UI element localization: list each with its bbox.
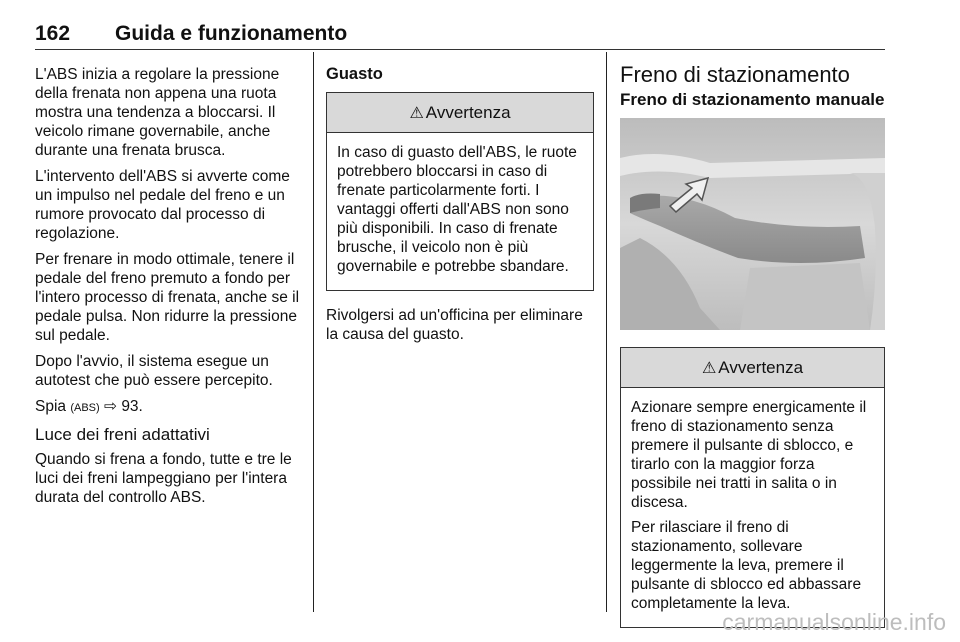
page-ref-arrow-icon: ⇨ [104,398,117,415]
warning-title-text: Avvertenza [425,103,511,122]
spia-reference [35,397,300,418]
column-guasto [326,65,594,351]
chapter-title: Guida e funzionamento [115,22,348,45]
warning-text-freno-1: Azionare sempre energicamente il freno di stazionamento senza premere il pulsante di sblocco, e tirarlo con la maggior forza possibile nei tratti in salita o in discesa. [631,399,867,511]
warning-text-freno-2: Per rilasciare il freno di stazionamento, sollevare leggermente la leva, premere il pulsante di sblocco ed abbassare completamente la leva. [631,519,862,612]
abs-warning-light-icon: (ABS) [70,402,100,414]
abs-paragraph-4: Dopo l'avvio, il sistema esegue un autotest che può essere percepito. [35,353,273,389]
abs-paragraph-1: L'ABS inizia a regolare la pressione della frenata non appena una ruota mostra una tendenza a bloccarsi. Il veicolo rimane governabile, anche durante una frenata brusca. [35,66,280,159]
heading-freno-stazionamento: Freno di stazionamento [620,62,850,87]
warning-box-title [327,93,593,133]
warning-triangle-icon: ⚠ [701,360,717,377]
spia-label: Spia [35,398,67,415]
column-abs [35,65,300,514]
column-divider-2 [606,52,607,612]
luce-freni-text: Quando si frena a fondo, tutte e tre le luci dei freni lampeggiano per l'intera durata del controllo ABS. [35,451,292,506]
warning-box-title-freno [621,348,884,388]
spia-page-ref[interactable]: 93. [121,398,143,415]
page-number: 162 [35,22,71,45]
abs-paragraph-3: Per frenare in modo ottimale, tenere il pedale del freno premuto a fondo per l'intero processo di frenata, anche se il pedale pulsa. Non ridurre la pressione sul pedale. [35,251,300,344]
column-divider-1 [313,52,314,612]
heading-guasto: Guasto [326,65,383,83]
parking-brake-lever-photo [620,118,885,330]
warning-box-body [327,133,593,290]
warning-text-guasto: In caso di guasto dell'ABS, le ruote potrebbero bloccarsi in caso di frenate particolarmente forti. I vantaggi offerti dall'ABS non sono più disponibili. In caso di frenate brusche, il veicolo non è più governabile e potrebbe sbandare. [337,144,577,275]
warning-box-guasto [326,92,594,291]
abs-paragraph-2: L'intervento dell'ABS si avverte come un impulso nel pedale del freno e un rumore provocato dal processo di regolazione. [35,168,290,242]
watermark: carmanualsonline.info [722,609,946,635]
guasto-after-text: Rivolgersi ad un'officina per eliminare la causa del guasto. [326,307,583,343]
subheading-freno-manuale: Freno di stazionamento manuale [620,90,885,109]
warning-title-text-freno: Avvertenza [718,358,804,377]
warning-box-body-freno [621,388,884,627]
column-freno-stazionamento [620,62,885,628]
page-header [35,10,885,50]
warning-box-freno [620,347,885,628]
heading-luce-freni: Luce dei freni adattativi [35,425,210,444]
warning-triangle-icon: ⚠ [409,105,424,122]
